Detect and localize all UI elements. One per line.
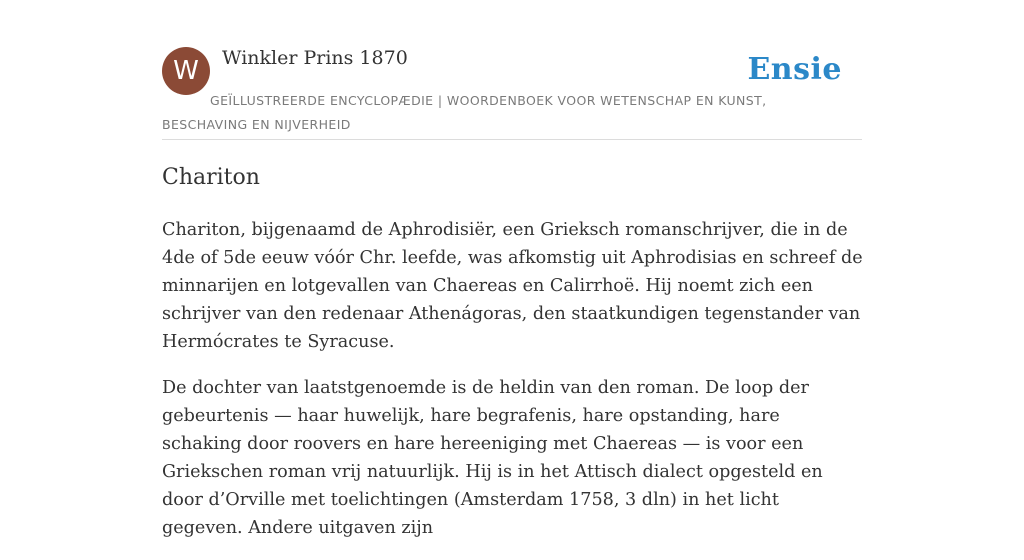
source-avatar[interactable]: W <box>162 47 210 95</box>
source-subtitle: GEÏLLUSTREERDE ENCYCLOPÆDIE | WOORDENBOEK VOOR WETENSCHAP EN KUNST, BESCHAVING EN NIJVERHEID <box>162 93 767 132</box>
article-title: Chariton <box>162 165 260 190</box>
ensie-logo-link[interactable]: Ensie <box>747 52 842 87</box>
article-paragraph: De dochter van laatstgenoemde is de heldin van den roman. De loop der gebeurtenis — haar huwelijk, hare begrafenis, hare opstanding, hare schaking door roovers en hare hereeniging met Chaereas — is voor een Griekschen roman vrij natuurlijk. Hij is in het Attisch dialect opgesteld en door d’Orville met toelichtingen (Amsterdam 1758, 3 dln) in het licht gegeven. Andere uitgaven zijn <box>162 378 823 538</box>
article-body <box>162 216 864 560</box>
header <box>162 46 862 140</box>
source-title[interactable]: Winkler Prins 1870 <box>222 47 408 69</box>
article-paragraph: Chariton, bijgenaamd de Aphrodisiër, een Grieksch romanschrijver, die in de 4de of 5de eeuw vóór Chr. leefde, was afkomstig uit Aphrodisias en schreef de minnarijen en lotgevallen van Chaereas en Calirrhoë. Hij noemt zich een schrijver van den redenaar Athenágoras, den staatkundigen tegenstander van Hermócrates te Syracuse. <box>162 220 863 352</box>
